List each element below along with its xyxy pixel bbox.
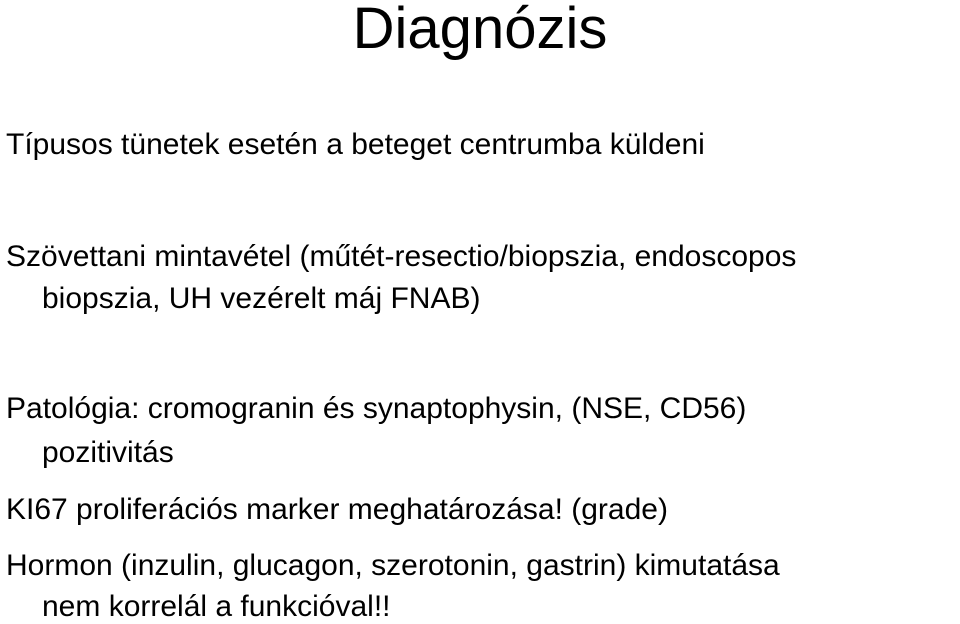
bullet-text: Típusos tünetek esetén a beteget centrumba küldeni	[6, 128, 705, 161]
bullet-text: Hormon (inzulin, glucagon, szerotonin, gastrin) kimutatása	[6, 549, 780, 582]
bullet-text: Patológia: cromogranin és synaptophysin, (NSE, CD56)	[6, 392, 747, 425]
bullet-text-continuation: biopszia, UH vezérelt máj FNAB)	[42, 282, 481, 315]
bullet-text-continuation: pozitivitás	[42, 436, 174, 469]
bullet-text: Szövettani mintavétel (műtét-resectio/biopszia, endoscopos	[6, 240, 797, 273]
bullet-text-continuation: nem korrelál a funkcióval!!	[42, 590, 391, 623]
slide-title: Diagnózis	[352, 0, 608, 61]
bullet-text: KI67 proliferációs marker meghatározása! (grade)	[6, 493, 668, 526]
